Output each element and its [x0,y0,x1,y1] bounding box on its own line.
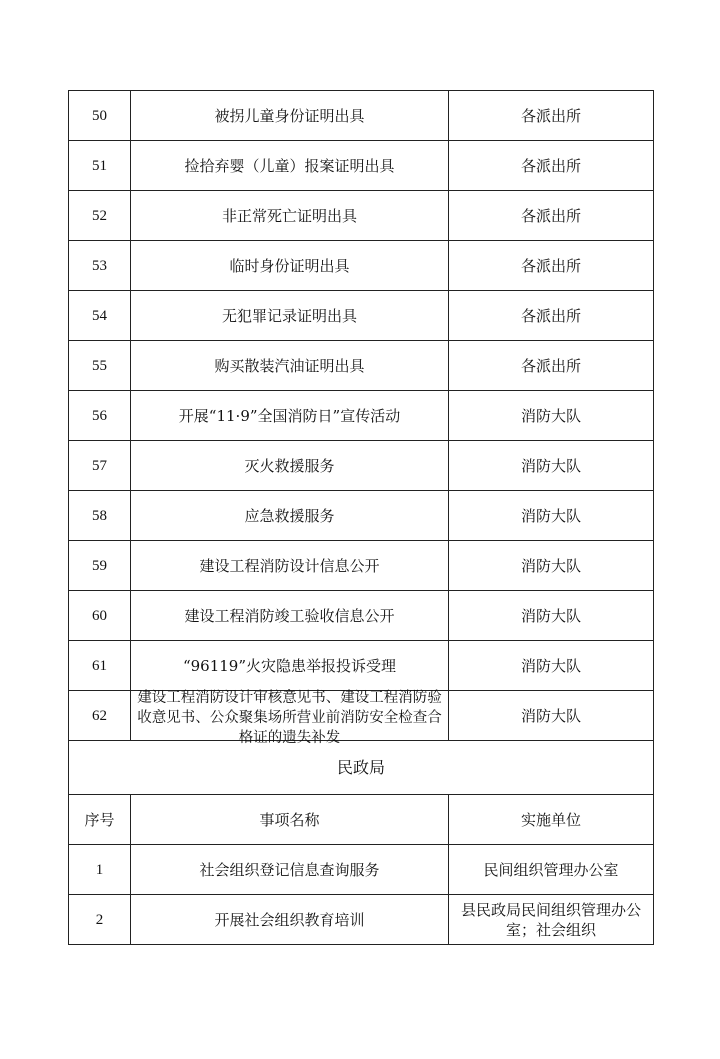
row-number: 56 [69,391,131,441]
implementing-unit: 消防大队 [449,541,654,591]
row-number: 2 [69,895,131,945]
row-number: 61 [69,641,131,691]
item-name: 灭火救援服务 [131,441,449,491]
table-row [69,541,654,591]
row-number: 50 [69,91,131,141]
implementing-unit: 消防大队 [449,641,654,691]
item-name: 非正常死亡证明出具 [131,191,449,241]
row-number: 57 [69,441,131,491]
implementing-unit: 各派出所 [449,291,654,341]
table-row [69,91,654,141]
implementing-unit: 消防大队 [449,441,654,491]
row-number: 51 [69,141,131,191]
table-row [69,845,654,895]
item-name: 应急救援服务 [131,491,449,541]
item-name: 临时身份证明出具 [131,241,449,291]
table-row [69,441,654,491]
table-row [69,141,654,191]
row-number: 62 [69,691,131,741]
table-row [69,491,654,541]
implementing-unit: 各派出所 [449,341,654,391]
table-row [69,895,654,945]
item-name: 购买散装汽油证明出具 [131,341,449,391]
row-number: 58 [69,491,131,541]
table-row [69,591,654,641]
table-row [69,691,654,741]
table-row [69,641,654,691]
section-row [69,741,654,795]
header-implementing-unit: 实施单位 [449,795,654,845]
header-row [69,795,654,845]
table-row [69,291,654,341]
row-number: 1 [69,845,131,895]
header-number: 序号 [69,795,131,845]
row-number: 60 [69,591,131,641]
implementing-unit: 消防大队 [449,691,654,741]
section-title: 民政局 [69,741,654,795]
item-name: 建设工程消防设计审核意见书、建设工程消防验收意见书、公众聚集场所营业前消防安全检查合格证的遗失补发 [137,690,442,746]
row-number: 53 [69,241,131,291]
item-name: 建设工程消防设计信息公开 [131,541,449,591]
table-row [69,391,654,441]
item-name-cell [131,690,449,746]
implementing-unit: 各派出所 [449,241,654,291]
implementing-unit: 各派出所 [449,91,654,141]
implementing-unit: 消防大队 [449,491,654,541]
implementing-unit: 消防大队 [449,591,654,641]
row-number: 52 [69,191,131,241]
implementing-unit: 民间组织管理办公室 [449,845,654,895]
header-item-name: 事项名称 [131,795,449,845]
implementing-unit: 消防大队 [449,391,654,441]
item-name: 开展社会组织教育培训 [131,895,449,945]
implementing-unit: 各派出所 [449,141,654,191]
row-number: 54 [69,291,131,341]
implementing-unit: 各派出所 [449,191,654,241]
row-number: 55 [69,341,131,391]
item-name: “96119”火灾隐患举报投诉受理 [131,641,449,691]
item-name: 社会组织登记信息查询服务 [131,845,449,895]
item-name: 开展“11·9”全国消防日”宣传活动 [131,391,449,441]
item-name: 捡拾弃婴（儿童）报案证明出具 [131,141,449,191]
item-name: 无犯罪记录证明出具 [131,291,449,341]
implementing-unit: 县民政局民间组织管理办公室；社会组织 [449,895,654,945]
row-number: 59 [69,541,131,591]
table-row [69,341,654,391]
table-row [69,241,654,291]
table-row [69,191,654,241]
item-name: 建设工程消防竣工验收信息公开 [131,591,449,641]
service-table [68,90,654,945]
item-name: 被拐儿童身份证明出具 [131,91,449,141]
